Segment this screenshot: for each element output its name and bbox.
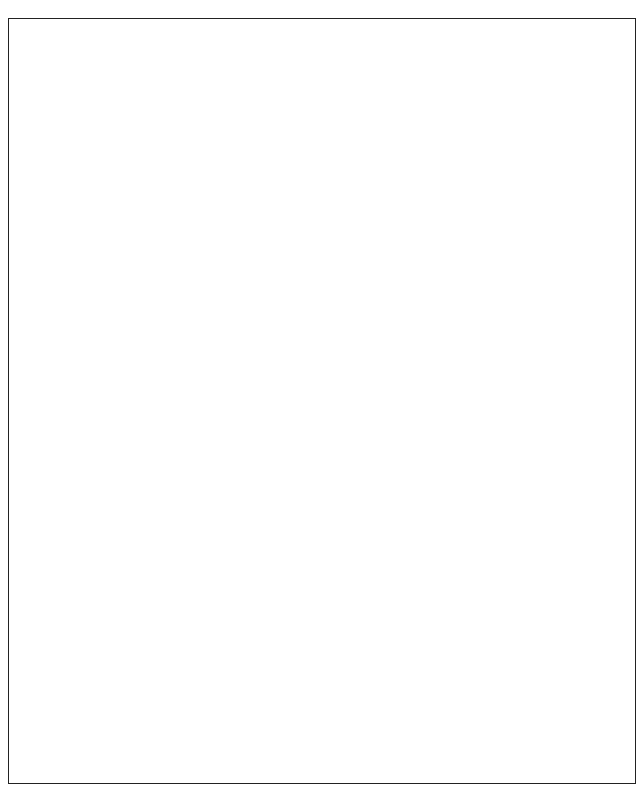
- page-frame: [8, 18, 636, 784]
